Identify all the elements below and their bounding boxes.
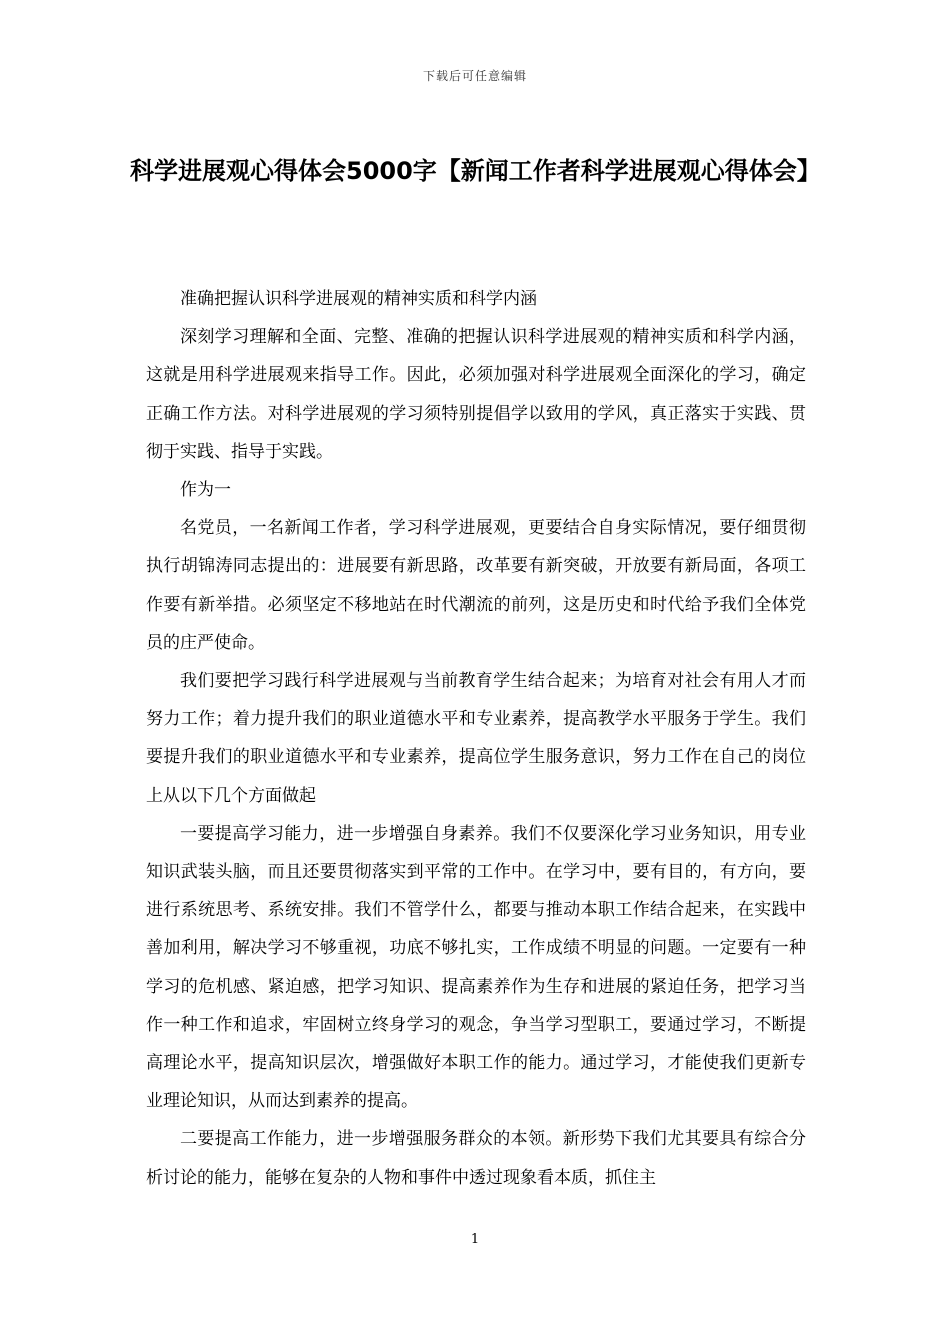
paragraph: 二要提高工作能力，进一步增强服务群众的本领。新形势下我们尤其要具有综合分析讨论的能力，能够在复杂的人物和事件中透过现象看本质，抓住主 [146, 1129, 806, 1188]
page-number: 1 [470, 1232, 480, 1247]
paragraph: 深刻学习理解和全面、完整、准确的把握认识科学进展观的精神实质和科学内涵，这就是用科学进展观来指导工作。因此，必须加强对科学进展观全面深化的学习，确定正确工作方法。对科学进展观的学习须特别提倡学以致用的学风，真正落实于实践、贯彻于实践、指导于实践。 [146, 327, 806, 462]
header-note: 下载后可任意编辑 [422, 69, 527, 83]
paragraph: 我们要把学习践行科学进展观与当前教育学生结合起来；为培育对社会有用人才而努力工作；着力提升我们的职业道德水平和专业素养，提高教学水平服务于学生。我们要提升我们的职业道德水平和专业素养，提高位学生服务意识，努力工作在自己的岗位上从以下几个方面做起 [146, 671, 806, 806]
paragraph: 准确把握认识科学进展观的精神实质和科学内涵 [180, 289, 537, 309]
paragraph: 作为一 [180, 480, 231, 501]
document-title: 科学进展观心得体会5000字【新闻工作者科学进展观心得体会】 [130, 157, 821, 185]
document-body [146, 280, 806, 1197]
paragraph: 名党员，一名新闻工作者，学习科学进展观，更要结合自身实际情况，要仔细贯彻执行胡锦涛同志提出的：进展要有新思路，改革要有新突破，开放要有新局面，各项工作要有新举措。必须坚定不移地站在时代潮流的前列，这是历史和时代给予我们全体党员的庄严使命。 [146, 518, 806, 653]
paragraph: 一要提高学习能力，进一步增强自身素养。我们不仅要深化学习业务知识，用专业知识武装头脑，而且还要贯彻落实到平常的工作中。在学习中，要有目的，有方向，要进行系统思考、系统安排。我们不管学什么，都要与推动本职工作结合起来，在实践中善加利用，解决学习不够重视，功底不够扎实，工作成绩不明显的问题。一定要有一种学习的危机感、紧迫感，把学习知识、提高素养作为生存和进展的紧迫任务，把学习当作一种工作和追求，牢固树立终身学习的观念，争当学习型职工，要通过学习，不断提高理论水平，提高知识层次，增强做好本职工作的能力。通过学习，才能使我们更新专业理论知识，从而达到素养的提高。 [146, 823, 806, 1112]
